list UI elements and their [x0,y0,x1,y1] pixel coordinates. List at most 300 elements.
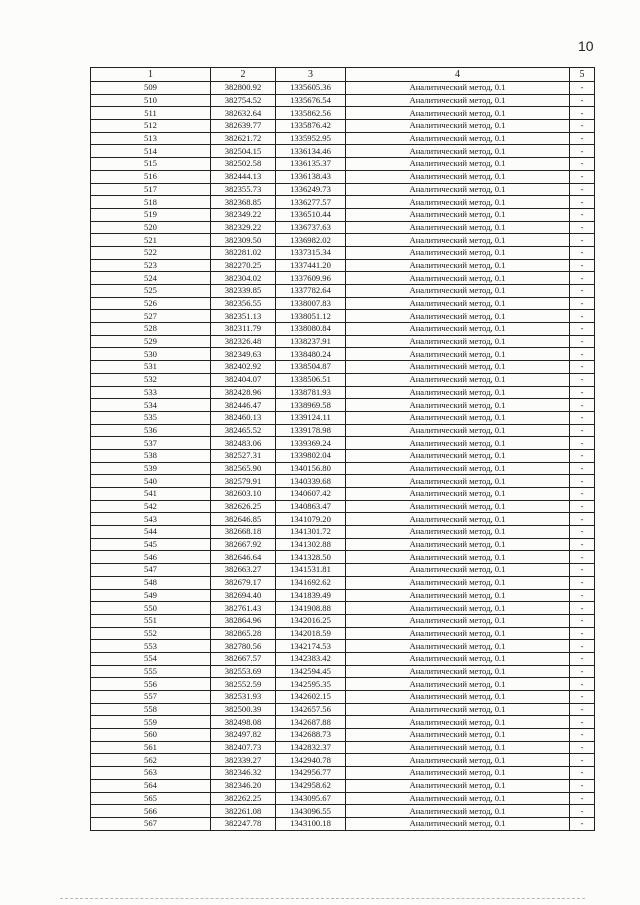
col5-cell: - [570,627,595,640]
x-coordinate-cell: 382579.91 [211,475,276,488]
x-coordinate-cell: 382780.56 [211,640,276,653]
col5-cell: - [570,348,595,361]
col5-cell: - [570,576,595,589]
y-coordinate-cell: 1342016.25 [276,614,346,627]
x-coordinate-cell: 382402.92 [211,361,276,374]
table-row [91,348,595,361]
table-row [91,208,595,221]
x-coordinate-cell: 382465.52 [211,424,276,437]
table-row [91,424,595,437]
y-coordinate-cell: 1338506.51 [276,373,346,386]
x-coordinate-cell: 382552.59 [211,678,276,691]
point-number-cell: 538 [91,449,211,462]
col5-cell: - [570,234,595,247]
y-coordinate-cell: 1341328.50 [276,551,346,564]
method-cell: Аналитический метод, 0.1 [346,158,570,171]
table-row [91,678,595,691]
y-coordinate-cell: 1341908.88 [276,602,346,615]
y-coordinate-cell: 1341839.49 [276,589,346,602]
x-coordinate-cell: 382446.47 [211,399,276,412]
col5-cell: - [570,589,595,602]
col5-cell: - [570,285,595,298]
y-coordinate-cell: 1335952.95 [276,132,346,145]
col5-cell: - [570,132,595,145]
point-number-cell: 518 [91,196,211,209]
x-coordinate-cell: 382368.85 [211,196,276,209]
col5-cell: - [570,424,595,437]
table-row [91,132,595,145]
method-cell: Аналитический метод, 0.1 [346,767,570,780]
col5-cell: - [570,221,595,234]
table-row [91,246,595,259]
x-coordinate-cell: 382261.08 [211,805,276,818]
column-header-method: 4 [346,68,570,82]
table-row [91,754,595,767]
x-coordinate-cell: 382281.02 [211,246,276,259]
col5-cell: - [570,107,595,120]
point-number-cell: 558 [91,703,211,716]
col5-cell: - [570,323,595,336]
table-row [91,602,595,615]
col5-cell: - [570,614,595,627]
y-coordinate-cell: 1341301.72 [276,526,346,539]
y-coordinate-cell: 1341302.88 [276,538,346,551]
col5-cell: - [570,437,595,450]
x-coordinate-cell: 382565.90 [211,462,276,475]
point-number-cell: 553 [91,640,211,653]
y-coordinate-cell: 1343100.18 [276,817,346,830]
table-row [91,538,595,551]
coordinates-table [90,67,595,831]
col5-cell: - [570,208,595,221]
table-row [91,652,595,665]
method-cell: Аналитический метод, 0.1 [346,399,570,412]
y-coordinate-cell: 1342688.73 [276,729,346,742]
y-coordinate-cell: 1338007.83 [276,297,346,310]
col5-cell: - [570,665,595,678]
table-row [91,551,595,564]
point-number-cell: 527 [91,310,211,323]
col5-cell: - [570,449,595,462]
method-cell: Аналитический метод, 0.1 [346,665,570,678]
method-cell: Аналитический метод, 0.1 [346,259,570,272]
x-coordinate-cell: 382304.02 [211,272,276,285]
method-cell: Аналитический метод, 0.1 [346,538,570,551]
y-coordinate-cell: 1343096.55 [276,805,346,818]
col5-cell: - [570,183,595,196]
method-cell: Аналитический метод, 0.1 [346,170,570,183]
method-cell: Аналитический метод, 0.1 [346,500,570,513]
table-row [91,373,595,386]
table-row [91,259,595,272]
point-number-cell: 548 [91,576,211,589]
y-coordinate-cell: 1336737.63 [276,221,346,234]
table-row [91,691,595,704]
x-coordinate-cell: 382668.18 [211,526,276,539]
point-number-cell: 529 [91,335,211,348]
x-coordinate-cell: 382483.06 [211,437,276,450]
y-coordinate-cell: 1343095.67 [276,792,346,805]
x-coordinate-cell: 382329.22 [211,221,276,234]
y-coordinate-cell: 1336982.02 [276,234,346,247]
point-number-cell: 557 [91,691,211,704]
col5-cell: - [570,691,595,704]
x-coordinate-cell: 382498.08 [211,716,276,729]
point-number-cell: 567 [91,817,211,830]
method-cell: Аналитический метод, 0.1 [346,589,570,602]
column-header-point-number: 1 [91,68,211,82]
method-cell: Аналитический метод, 0.1 [346,703,570,716]
x-coordinate-cell: 382355.73 [211,183,276,196]
point-number-cell: 546 [91,551,211,564]
method-cell: Аналитический метод, 0.1 [346,323,570,336]
point-number-cell: 561 [91,741,211,754]
col5-cell: - [570,564,595,577]
col5-cell: - [570,513,595,526]
y-coordinate-cell: 1342018.59 [276,627,346,640]
y-coordinate-cell: 1338969.58 [276,399,346,412]
x-coordinate-cell: 382444.13 [211,170,276,183]
table-row [91,589,595,602]
method-cell: Аналитический метод, 0.1 [346,297,570,310]
point-number-cell: 555 [91,665,211,678]
x-coordinate-cell: 382761.43 [211,602,276,615]
point-number-cell: 562 [91,754,211,767]
y-coordinate-cell: 1336249.73 [276,183,346,196]
point-number-cell: 566 [91,805,211,818]
method-cell: Аналитический метод, 0.1 [346,576,570,589]
point-number-cell: 516 [91,170,211,183]
col5-cell: - [570,361,595,374]
x-coordinate-cell: 382428.96 [211,386,276,399]
point-number-cell: 549 [91,589,211,602]
method-cell: Аналитический метод, 0.1 [346,475,570,488]
point-number-cell: 521 [91,234,211,247]
x-coordinate-cell: 382527.31 [211,449,276,462]
point-number-cell: 520 [91,221,211,234]
method-cell: Аналитический метод, 0.1 [346,526,570,539]
method-cell: Аналитический метод, 0.1 [346,221,570,234]
col5-cell: - [570,754,595,767]
x-coordinate-cell: 382460.13 [211,411,276,424]
x-coordinate-cell: 382500.39 [211,703,276,716]
y-coordinate-cell: 1342657.56 [276,703,346,716]
col5-cell: - [570,462,595,475]
table-row [91,107,595,120]
point-number-cell: 560 [91,729,211,742]
point-number-cell: 542 [91,500,211,513]
table-row [91,221,595,234]
y-coordinate-cell: 1336134.46 [276,145,346,158]
x-coordinate-cell: 382351.13 [211,310,276,323]
x-coordinate-cell: 382270.25 [211,259,276,272]
col5-cell: - [570,158,595,171]
table-row [91,361,595,374]
y-coordinate-cell: 1336135.37 [276,158,346,171]
point-number-cell: 547 [91,564,211,577]
y-coordinate-cell: 1342602.15 [276,691,346,704]
y-coordinate-cell: 1341079.20 [276,513,346,526]
table-body [91,82,595,831]
x-coordinate-cell: 382646.85 [211,513,276,526]
col5-cell: - [570,259,595,272]
page-number: 10 [578,38,594,54]
method-cell: Аналитический метод, 0.1 [346,729,570,742]
x-coordinate-cell: 382504.15 [211,145,276,158]
y-coordinate-cell: 1337441.20 [276,259,346,272]
point-number-cell: 536 [91,424,211,437]
x-coordinate-cell: 382309.50 [211,234,276,247]
method-cell: Аналитический метод, 0.1 [346,805,570,818]
y-coordinate-cell: 1335676.54 [276,94,346,107]
method-cell: Аналитический метод, 0.1 [346,373,570,386]
table-row [91,665,595,678]
col5-cell: - [570,805,595,818]
table-row [91,335,595,348]
method-cell: Аналитический метод, 0.1 [346,817,570,830]
column-header-x-coordinate: 2 [211,68,276,82]
point-number-cell: 565 [91,792,211,805]
x-coordinate-cell: 382531.93 [211,691,276,704]
y-coordinate-cell: 1342956.77 [276,767,346,780]
method-cell: Аналитический метод, 0.1 [346,411,570,424]
method-cell: Аналитический метод, 0.1 [346,361,570,374]
point-number-cell: 512 [91,120,211,133]
method-cell: Аналитический метод, 0.1 [346,716,570,729]
method-cell: Аналитический метод, 0.1 [346,564,570,577]
y-coordinate-cell: 1338480.24 [276,348,346,361]
table-row [91,310,595,323]
x-coordinate-cell: 382621.72 [211,132,276,145]
table-row [91,323,595,336]
point-number-cell: 528 [91,323,211,336]
y-coordinate-cell: 1342940.78 [276,754,346,767]
table-row [91,399,595,412]
method-cell: Аналитический метод, 0.1 [346,386,570,399]
table-row [91,475,595,488]
table-row [91,158,595,171]
method-cell: Аналитический метод, 0.1 [346,449,570,462]
method-cell: Аналитический метод, 0.1 [346,614,570,627]
method-cell: Аналитический метод, 0.1 [346,691,570,704]
y-coordinate-cell: 1342832.37 [276,741,346,754]
table-row [91,614,595,627]
point-number-cell: 509 [91,82,211,95]
col5-cell: - [570,145,595,158]
x-coordinate-cell: 382326.48 [211,335,276,348]
method-cell: Аналитический метод, 0.1 [346,779,570,792]
point-number-cell: 530 [91,348,211,361]
table-row [91,234,595,247]
x-coordinate-cell: 382864.96 [211,614,276,627]
x-coordinate-cell: 382247.78 [211,817,276,830]
method-cell: Аналитический метод, 0.1 [346,132,570,145]
y-coordinate-cell: 1342958.62 [276,779,346,792]
method-cell: Аналитический метод, 0.1 [346,94,570,107]
table-row [91,500,595,513]
point-number-cell: 523 [91,259,211,272]
col5-cell: - [570,94,595,107]
table-row [91,716,595,729]
point-number-cell: 525 [91,285,211,298]
table-row [91,285,595,298]
point-number-cell: 514 [91,145,211,158]
col5-cell: - [570,310,595,323]
x-coordinate-cell: 382667.57 [211,652,276,665]
method-cell: Аналитический метод, 0.1 [346,792,570,805]
y-coordinate-cell: 1342383.42 [276,652,346,665]
x-coordinate-cell: 382667.92 [211,538,276,551]
table-row [91,94,595,107]
table-row [91,145,595,158]
table-row [91,488,595,501]
table-row [91,526,595,539]
col5-cell: - [570,335,595,348]
x-coordinate-cell: 382346.32 [211,767,276,780]
col5-cell: - [570,82,595,95]
point-number-cell: 511 [91,107,211,120]
point-number-cell: 539 [91,462,211,475]
method-cell: Аналитический метод, 0.1 [346,652,570,665]
method-cell: Аналитический метод, 0.1 [346,208,570,221]
point-number-cell: 550 [91,602,211,615]
col5-cell: - [570,792,595,805]
col5-cell: - [570,526,595,539]
method-cell: Аналитический метод, 0.1 [346,246,570,259]
method-cell: Аналитический метод, 0.1 [346,551,570,564]
y-coordinate-cell: 1335862.56 [276,107,346,120]
y-coordinate-cell: 1335605.36 [276,82,346,95]
x-coordinate-cell: 382694.40 [211,589,276,602]
point-number-cell: 522 [91,246,211,259]
col5-cell: - [570,779,595,792]
x-coordinate-cell: 382603.10 [211,488,276,501]
x-coordinate-cell: 382626.25 [211,500,276,513]
x-coordinate-cell: 382404.07 [211,373,276,386]
table-row [91,703,595,716]
method-cell: Аналитический метод, 0.1 [346,107,570,120]
point-number-cell: 526 [91,297,211,310]
col5-cell: - [570,716,595,729]
table-row [91,120,595,133]
col5-cell: - [570,652,595,665]
point-number-cell: 541 [91,488,211,501]
point-number-cell: 533 [91,386,211,399]
table-row [91,170,595,183]
y-coordinate-cell: 1340339.68 [276,475,346,488]
col5-cell: - [570,703,595,716]
method-cell: Аналитический метод, 0.1 [346,310,570,323]
y-coordinate-cell: 1338781.93 [276,386,346,399]
point-number-cell: 564 [91,779,211,792]
y-coordinate-cell: 1342687.88 [276,716,346,729]
col5-cell: - [570,729,595,742]
table-row [91,462,595,475]
table-row [91,767,595,780]
y-coordinate-cell: 1338051.12 [276,310,346,323]
table-row [91,437,595,450]
col5-cell: - [570,196,595,209]
point-number-cell: 551 [91,614,211,627]
x-coordinate-cell: 382339.85 [211,285,276,298]
method-cell: Аналитический метод, 0.1 [346,183,570,196]
point-number-cell: 545 [91,538,211,551]
y-coordinate-cell: 1340863.47 [276,500,346,513]
method-cell: Аналитический метод, 0.1 [346,488,570,501]
y-coordinate-cell: 1337782.64 [276,285,346,298]
point-number-cell: 519 [91,208,211,221]
x-coordinate-cell: 382754.52 [211,94,276,107]
col5-cell: - [570,411,595,424]
column-header-col5: 5 [570,68,595,82]
table-row [91,449,595,462]
x-coordinate-cell: 382349.63 [211,348,276,361]
x-coordinate-cell: 382663.27 [211,564,276,577]
table-header-row [91,68,595,82]
col5-cell: - [570,640,595,653]
col5-cell: - [570,297,595,310]
x-coordinate-cell: 382679.17 [211,576,276,589]
table-row [91,513,595,526]
point-number-cell: 554 [91,652,211,665]
col5-cell: - [570,500,595,513]
method-cell: Аналитический метод, 0.1 [346,678,570,691]
column-header-y-coordinate: 3 [276,68,346,82]
method-cell: Аналитический метод, 0.1 [346,513,570,526]
table-row [91,386,595,399]
y-coordinate-cell: 1339178.98 [276,424,346,437]
y-coordinate-cell: 1335876.42 [276,120,346,133]
y-coordinate-cell: 1339369.24 [276,437,346,450]
point-number-cell: 552 [91,627,211,640]
y-coordinate-cell: 1338504.87 [276,361,346,374]
col5-cell: - [570,272,595,285]
table-row [91,741,595,754]
table-row [91,640,595,653]
y-coordinate-cell: 1340607.42 [276,488,346,501]
x-coordinate-cell: 382865.28 [211,627,276,640]
method-cell: Аналитический метод, 0.1 [346,82,570,95]
point-number-cell: 515 [91,158,211,171]
y-coordinate-cell: 1341692.62 [276,576,346,589]
col5-cell: - [570,678,595,691]
x-coordinate-cell: 382502.58 [211,158,276,171]
table-row [91,297,595,310]
x-coordinate-cell: 382800.92 [211,82,276,95]
table-row [91,779,595,792]
table-row [91,627,595,640]
method-cell: Аналитический метод, 0.1 [346,741,570,754]
x-coordinate-cell: 382346.20 [211,779,276,792]
col5-cell: - [570,373,595,386]
table-row [91,411,595,424]
method-cell: Аналитический метод, 0.1 [346,335,570,348]
point-number-cell: 540 [91,475,211,488]
method-cell: Аналитический метод, 0.1 [346,627,570,640]
col5-cell: - [570,488,595,501]
point-number-cell: 510 [91,94,211,107]
x-coordinate-cell: 382339.27 [211,754,276,767]
point-number-cell: 535 [91,411,211,424]
table-row [91,576,595,589]
col5-cell: - [570,120,595,133]
col5-cell: - [570,399,595,412]
col5-cell: - [570,817,595,830]
point-number-cell: 544 [91,526,211,539]
method-cell: Аналитический метод, 0.1 [346,120,570,133]
method-cell: Аналитический метод, 0.1 [346,272,570,285]
x-coordinate-cell: 382497.82 [211,729,276,742]
